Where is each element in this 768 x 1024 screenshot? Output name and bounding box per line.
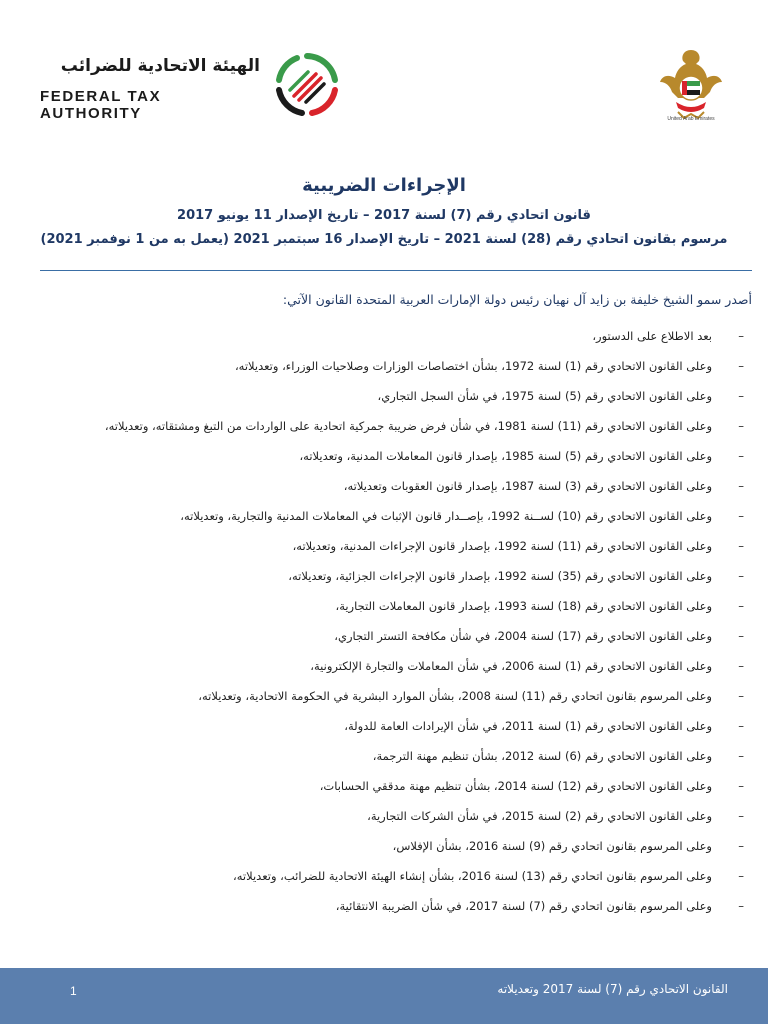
dash-bullet: – bbox=[738, 839, 744, 853]
clause-text: وعلى القانون الاتحادي رقم (1) لسنة 2011، في شأن الإيرادات العامة للدولة، bbox=[344, 719, 712, 733]
document-title: الإجراءات الضريبية bbox=[302, 175, 466, 196]
clause-text: وعلى القانون الاتحادي رقم (35) لسنة 1992، بإصدار قانون الإجراءات الجزائية، وتعديلاته، bbox=[288, 569, 712, 583]
clause-text: وعلى القانون الاتحادي رقم (3) لسنة 1987، بإصدار قانون العقوبات وتعديلاته، bbox=[343, 479, 712, 493]
dash-bullet: – bbox=[738, 449, 744, 463]
dash-bullet: – bbox=[738, 719, 744, 733]
law-subtitle: قانون اتحادي رقم (7) لسنة 2017 – تاريخ الإصدار 11 يونيو 2017 bbox=[177, 208, 591, 223]
list-item bbox=[40, 474, 752, 499]
clause-list bbox=[40, 324, 752, 919]
dash-bullet: – bbox=[738, 659, 744, 673]
list-item bbox=[40, 684, 752, 709]
dash-bullet: – bbox=[738, 749, 744, 763]
list-item bbox=[40, 444, 752, 469]
list-item bbox=[40, 804, 752, 829]
clause-text: وعلى القانون الاتحادي رقم (18) لسنة 1993، بإصدار قانون المعاملات التجارية، bbox=[335, 599, 712, 613]
footer-title: القانون الاتحادي رقم (7) لسنة 2017 وتعديلاته bbox=[497, 982, 728, 996]
dash-bullet: – bbox=[738, 869, 744, 883]
list-item bbox=[40, 714, 752, 739]
title-block bbox=[0, 172, 768, 250]
dash-bullet: – bbox=[738, 809, 744, 823]
clause-text: وعلى القانون الاتحادي رقم (17) لسنة 2004، في شأن مكافحة التستر التجاري، bbox=[334, 629, 712, 643]
fta-emblem-icon bbox=[272, 50, 342, 120]
list-item bbox=[40, 894, 752, 919]
clause-text: وعلى القانون الاتحادي رقم (1) لسنة 2006، في شأن المعاملات والتجارة الإلكترونية، bbox=[310, 659, 712, 673]
list-item bbox=[40, 384, 752, 409]
dash-bullet: – bbox=[738, 569, 744, 583]
clause-text: وعلى القانون الاتحادي رقم (12) لسنة 2014، بشأن تنظيم مهنة مدققي الحسابات، bbox=[319, 779, 712, 793]
list-item bbox=[40, 774, 752, 799]
clause-text: وعلى القانون الاتحادي رقم (11) لسنة 1992، بإصدار قانون الإجراءات المدنية، وتعديلاته، bbox=[292, 539, 712, 553]
clause-text: وعلى القانون الاتحادي رقم (5) لسنة 1985، بإصدار قانون المعاملات المدنية، وتعديلاته، bbox=[299, 449, 712, 463]
page-header bbox=[0, 0, 768, 150]
fta-logo bbox=[40, 50, 345, 120]
dash-bullet: – bbox=[738, 599, 744, 613]
dash-bullet: – bbox=[738, 419, 744, 433]
list-item bbox=[40, 654, 752, 679]
document-body bbox=[40, 290, 752, 924]
list-item bbox=[40, 864, 752, 889]
list-item bbox=[40, 504, 752, 529]
fta-arabic-name: الهيئة الاتحادية للضرائب bbox=[60, 56, 260, 76]
decree-subtitle: مرسوم بقانون اتحادي رقم (28) لسنة 2021 – تاريخ الإصدار 16 سبتمبر 2021 (يعمل به من 1 نوفمبر 2021) bbox=[40, 232, 728, 247]
dash-bullet: – bbox=[738, 329, 744, 343]
dash-bullet: – bbox=[738, 509, 744, 523]
dash-bullet: – bbox=[738, 779, 744, 793]
clause-text: وعلى القانون الاتحادي رقم (2) لسنة 2015، في شأن الشركات التجارية، bbox=[367, 809, 712, 823]
clause-text: وعلى القانون الاتحادي رقم (5) لسنة 1975، في شأن السجل التجاري، bbox=[377, 389, 712, 403]
dash-bullet: – bbox=[738, 689, 744, 703]
page-number: 1 bbox=[70, 984, 77, 998]
clause-text: وعلى المرسوم بقانون اتحادي رقم (13) لسنة 2016، بشأن إنشاء الهيئة الاتحادية للضرائب، وتعديلاته، bbox=[233, 869, 712, 883]
list-item bbox=[40, 834, 752, 859]
list-item bbox=[40, 414, 752, 439]
uae-caption: United Arab Emirates bbox=[667, 116, 715, 122]
clause-text: وعلى المرسوم بقانون اتحادي رقم (7) لسنة 2017، في شأن الضريبة الانتقائية، bbox=[335, 899, 712, 913]
list-item bbox=[40, 624, 752, 649]
fta-english-name: FEDERAL TAX AUTHORITY bbox=[40, 88, 162, 122]
intro-paragraph: أصدر سمو الشيخ خليفة بن زايد آل نهيان رئيس دولة الإمارات العربية المتحدة القانون الآتي: bbox=[282, 292, 752, 307]
list-item bbox=[40, 534, 752, 559]
divider bbox=[40, 270, 752, 271]
clause-text: وعلى المرسوم بقانون اتحادي رقم (9) لسنة 2016، بشأن الإفلاس، bbox=[392, 839, 712, 853]
dash-bullet: – bbox=[738, 899, 744, 913]
list-item bbox=[40, 744, 752, 769]
uae-emblem-icon bbox=[658, 46, 724, 126]
clause-text: وعلى المرسوم بقانون اتحادي رقم (11) لسنة 2008، بشأن الموارد البشرية في الحكومة الاتحادية، وتعديلاته، bbox=[198, 689, 712, 703]
list-item bbox=[40, 564, 752, 589]
list-item bbox=[40, 324, 752, 349]
clause-text: بعد الاطلاع على الدستور، bbox=[592, 329, 712, 343]
clause-text: وعلى القانون الاتحادي رقم (1) لسنة 1972، بشأن اختصاصات الوزارات وصلاحيات الوزراء، وتعديلاته، bbox=[234, 359, 712, 373]
page-footer bbox=[0, 968, 768, 1024]
dash-bullet: – bbox=[738, 479, 744, 493]
list-item bbox=[40, 594, 752, 619]
clause-text: وعلى القانون الاتحادي رقم (6) لسنة 2012، بشأن تنظيم مهنة الترجمة، bbox=[372, 749, 712, 763]
dash-bullet: – bbox=[738, 539, 744, 553]
dash-bullet: – bbox=[738, 389, 744, 403]
clause-text: وعلى القانون الاتحادي رقم (10) لســنة 1992، بإصــدار قانون الإثبات في المعاملات المدنية والتجارية، وتعديلاته، bbox=[180, 509, 712, 523]
list-item bbox=[40, 354, 752, 379]
dash-bullet: – bbox=[738, 629, 744, 643]
clause-text: وعلى القانون الاتحادي رقم (11) لسنة 1981، في شأن فرض ضريبة جمركية اتحادية على الواردات من التبغ ومشتقاته، وتعديلاته، bbox=[104, 419, 712, 433]
dash-bullet: – bbox=[738, 359, 744, 373]
